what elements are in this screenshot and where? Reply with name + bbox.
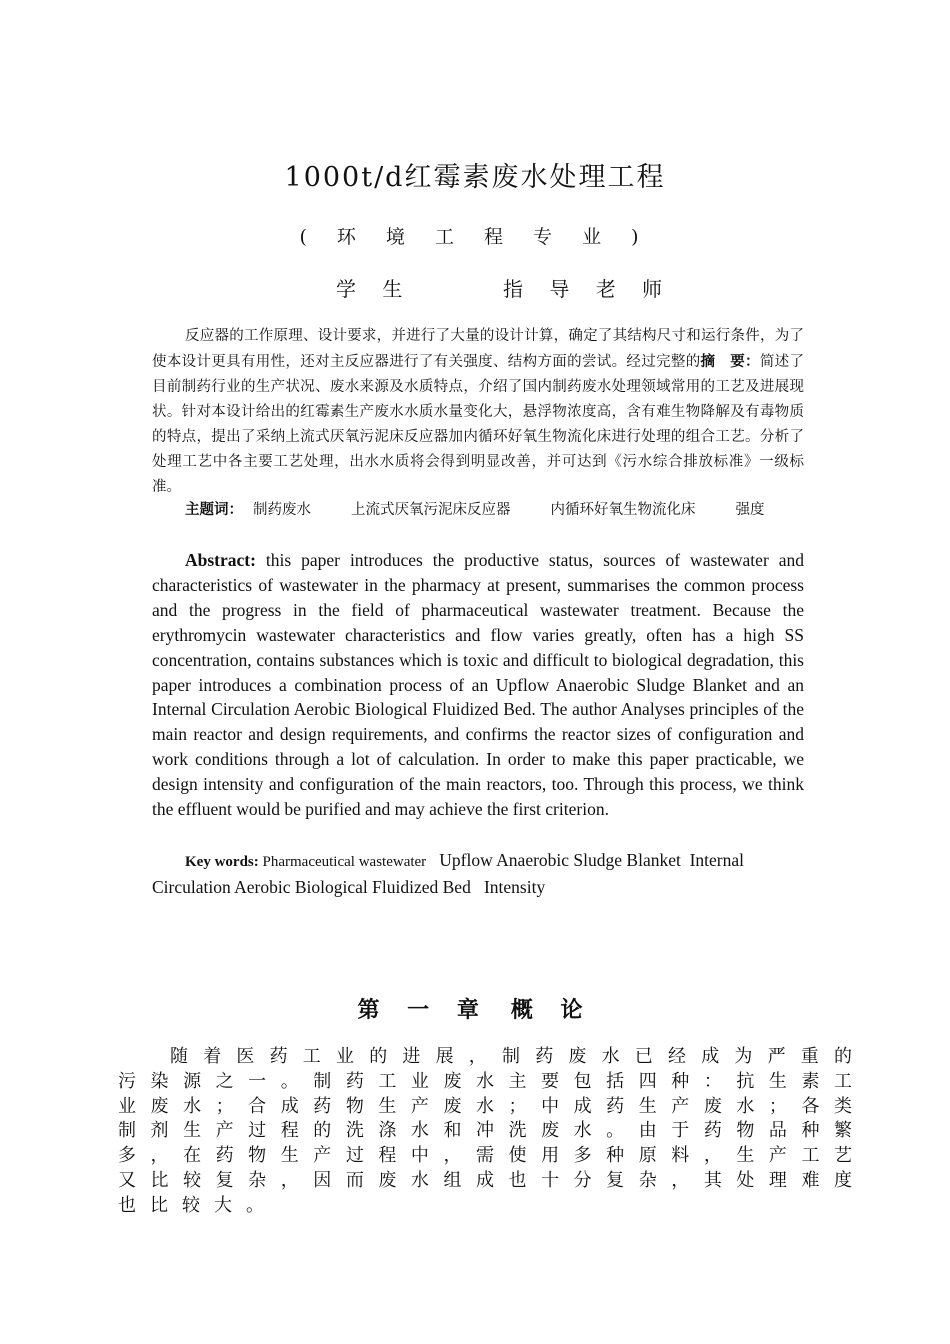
chapter-heading (0, 993, 950, 1024)
english-keywords-label: Key words: (185, 854, 259, 870)
chinese-keyword: 强度 (735, 502, 765, 518)
body-paragraph: 随着医药工业的进展，制药废水已经成为严重的污染源之一。制药工业废水主要包括四种：抗生素工业废水；合成药物生产废水；中成药生产废水；各类制剂生产过程的洗涤水和冲洗废水。由于药物品种繁多，在药物生产过程中，需使用多种原料，生产工艺又比较复杂，因而废水组成也十分复杂，其处理难度也比较大。 (118, 1046, 866, 1216)
english-keywords-rest: Upflow Anaerobic Sludge Blanket Internal Circulation Aerobic Biological Fluidized Bed Intensity (152, 850, 749, 897)
chinese-abstract-text-after: 简述了目前制药行业的生产状况、废水来源及水质特点，介绍了国内制药废水处理领域常用的工艺及进展现状。针对本设计给出的红霉素生产废水水质水量变化大，悬浮物浓度高，含有难生物降解及有毒物质的特点，提出了采纳上流式厌氧污泥床反应器加内循环好氧生物流化床进行处理的组合工艺。分析了处理工艺中各主要工艺处理，出水水质将会得到明显改善，并可达到《污水综合排放标准》一级标准。 (152, 354, 805, 495)
chinese-keyword: 上流式厌氧污泥床反应器 (351, 502, 511, 518)
chinese-keywords-label: 主题词： (185, 501, 243, 518)
chinese-keyword: 制药废水 (253, 502, 311, 518)
english-abstract-paragraph (152, 548, 804, 822)
chapter-body (118, 1045, 866, 1219)
english-keywords (152, 848, 804, 900)
chinese-keywords (185, 499, 805, 521)
student-label: 学 生 (336, 277, 413, 301)
major-label: ( 环 境 工 程 专 业 ) (299, 226, 651, 248)
english-keyword-first: Pharmaceutical wastewater (258, 854, 427, 870)
chinese-abstract (152, 324, 804, 500)
chinese-keyword: 内循环好氧生物流化床 (550, 502, 696, 518)
english-abstract (152, 548, 804, 822)
chinese-abstract-paragraph (152, 324, 804, 500)
english-abstract-label: Abstract: (185, 550, 256, 570)
chinese-abstract-text-before: 反应器的工作原理、设计要求，并进行了大量的设计计算，确定了其结构尺寸和运行条件，为了使本设计更具有用性，还对主反应器进行了有关强度、结构方面的尝试。经过完整的 (152, 328, 804, 370)
advisor-label: 指 导 老 师 (503, 277, 673, 301)
chapter-name: 概 论 (510, 997, 593, 1023)
english-abstract-text: this paper introduces the productive status, sources of wastewater and characteristics of wastewater in the pharmacy at present, summarises the common process and the progress in the field of pharmaceutical wastewater treatment. Because the erythromycin wastewater characteristics and flow varies greatly, often has a high SS concentration, contains substances which is toxic and difficult to biological degradation, this paper introduces a combination process of an Upflow Anaerobic Sludge Blanket and an Internal Circulation Aerobic Biological Fluidized Bed. The author Analyses principles of the main reactor and design requirements, and confirms the reactor sizes of configuration and work conditions through a lot of calculation. In order to make this paper practicable, we design intensity and configuration of the main reactors, too. Through this process, we think the effluent would be purified and may achieve the first criterion. (152, 550, 804, 820)
chinese-abstract-label: 摘 要： (700, 353, 760, 370)
document-title: 1000t/d红霉素废水处理工程 (284, 162, 666, 193)
chapter-number: 第 一 章 (357, 997, 489, 1023)
